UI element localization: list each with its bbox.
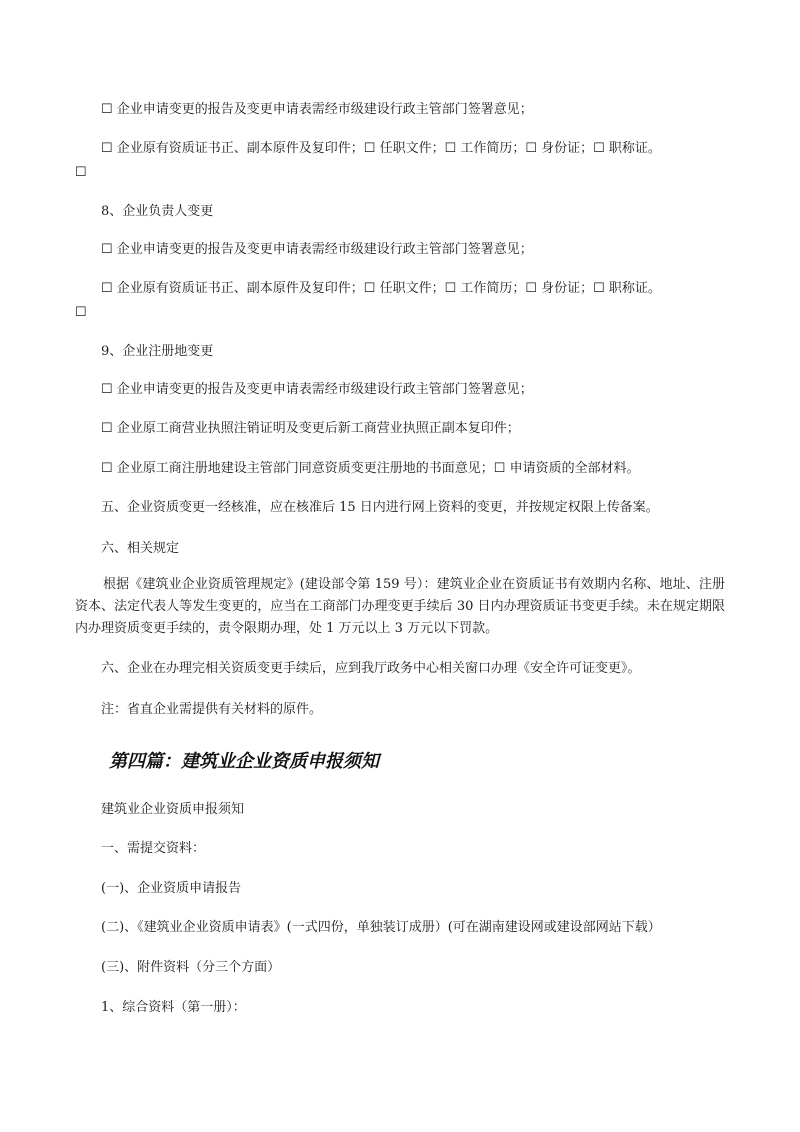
list-item-2: (二)、《建筑业企业资质申请表》(一式四份，单独装订成册）(可在湖南建设网或建设部网站下载）: [101, 920, 661, 935]
checkbox-tail: ☐: [75, 165, 87, 180]
list-item-3: (三)、附件资料（分三个方面）: [101, 960, 281, 975]
list-item-1: (一)、企业资质申请报告: [101, 881, 242, 896]
checklist-item-change-report: ☐ 企业申请变更的报告及变更申请表需经市级建设行政主管部门签署意见；: [101, 242, 533, 257]
section-item-9: 9、企业注册地变更: [101, 344, 214, 359]
note-line: 注：省直企业需提供有关材料的原件。: [101, 702, 323, 717]
section-heading-materials: 一、需提交资料：: [101, 841, 206, 856]
paragraph-six: 六、企业在办理完相关资质变更手续后，应到我厅政务中心相关窗口办理《安全许可证变更》。: [101, 661, 641, 676]
checklist-item-certificate-originals: ☐ 企业原有资质证书正、副本原件及复印件；☐ 任职文件；☐ 工作简历；☐ 身份证；☐ 职称证。: [101, 141, 661, 156]
checklist-item-registration-consent: ☐ 企业原工商注册地建设主管部门同意资质变更注册地的书面意见；☐ 申请资质的全部材料。: [101, 461, 640, 476]
paragraph-five: 五、企业资质变更一经核准，应在核准后 15 日内进行网上资料的变更，并按规定权限上传备案。: [101, 500, 659, 515]
document-subtitle: 建筑业企业资质申报须知: [101, 802, 245, 817]
regulation-paragraph: 根据《建筑业企业资质管理规定》(建设部令第 159 号）：建筑业企业在资质证书有效期内名称、地址、注册资本、法定代表人等发生变更的，应当在工商部门办理变更手续后 30 日内办理资质证书变更手续。未在规定期限内办理资质变更手续的，责令限期办理，处 1 万元以上 3 万元以下罚款。: [75, 577, 725, 636]
checklist-item-certificate-originals: ☐ 企业原有资质证书正、副本原件及复印件；☐ 任职文件；☐ 工作简历；☐ 身份证；☐ 职称证。: [101, 281, 661, 296]
subsection-item-1: 1、综合资料（第一册）：: [101, 1000, 246, 1015]
checkbox-tail: ☐: [75, 305, 87, 320]
section-heading-regulations: 六、相关规定: [101, 541, 180, 556]
checklist-item-business-license: ☐ 企业原工商营业执照注销证明及变更后新工商营业执照正副本复印件；: [101, 421, 520, 436]
section-item-8: 8、企业负责人变更: [101, 204, 214, 219]
checklist-item-change-report: ☐ 企业申请变更的报告及变更申请表需经市级建设行政主管部门签署意见；: [101, 382, 533, 397]
chapter-heading: 第四篇：建筑业企业资质申报须知: [109, 751, 379, 772]
checklist-item-change-report: ☐ 企业申请变更的报告及变更申请表需经市级建设行政主管部门签署意见；: [101, 102, 533, 117]
